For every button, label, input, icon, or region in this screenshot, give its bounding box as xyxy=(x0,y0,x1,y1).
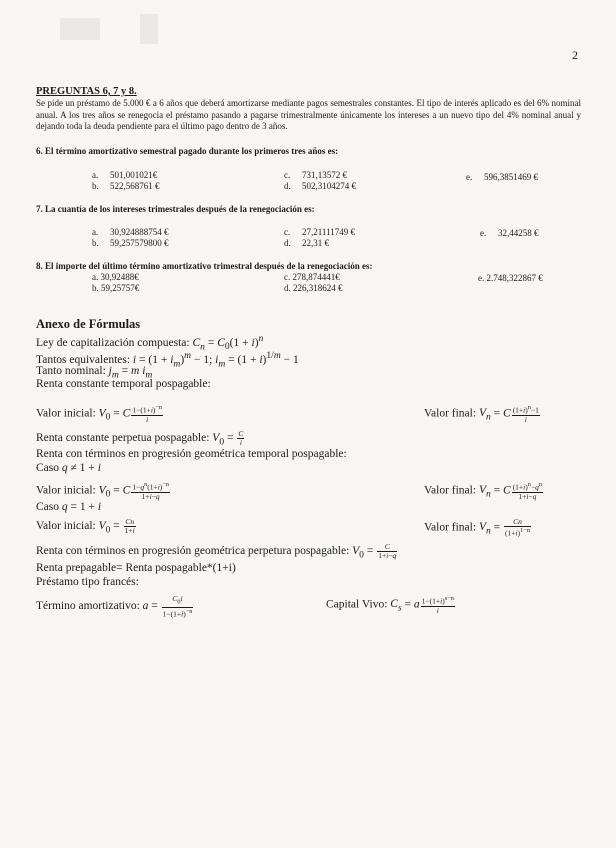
formula-prepayable: Renta prepagable= Renta pospagable*(1+i) xyxy=(36,562,236,574)
formula-annex-title: Anexo de Fórmulas xyxy=(36,317,141,331)
formula-geometric-equal-final: Valor final: $V_n$ = $\frac{Cn}{(1+i)^{1-n}}$ xyxy=(424,517,530,538)
label-french-loan: Préstamo tipo francés: xyxy=(36,576,139,588)
formula-perpetual-annuity: Renta constante perpetua pospagable: $V_0$ = $\frac{C}{i}$ xyxy=(36,429,244,448)
page-number: 2 xyxy=(572,48,578,62)
q8-option-d: d. 226,318624 € xyxy=(284,283,343,293)
q6-option-d: d. 502,3104274 € xyxy=(284,181,356,191)
section-heading: PREGUNTAS 6, 7 y 8. xyxy=(36,86,137,97)
formula-annuity-final-value: Valor final: $V_n = C$ $\frac{(1+i)^n-1}{i}$ xyxy=(424,404,539,424)
problem-statement: Se pide un préstamo de 5.000 € a 6 años que deberá amortizarse mediante pagos semestrales constantes. El tipo de interés aplicado es del 6% nominal anual. A los tres años se renegocia el préstamo pasando a pagarse trimestralmente únicamente los intereses a un nuevo tipo del 4% nominal anual y dejando toda la deuda pendiente para el último pago dentro de 3 años. xyxy=(36,98,581,131)
formula-amortization-term: Término amortizativo: a = $\frac{C_0i}{1-(1+i)^{-n}}$ xyxy=(36,594,193,618)
formula-annuity-initial-value: Valor inicial: $V_0 = C$ $\frac{1-(1+i)^{-n}}{i}$ xyxy=(36,404,163,424)
formula-geometric-initial-value: Valor inicial: $V_0 = C$ $\frac{1-q^n(1+i)^{-n}}{1+i-q}$ xyxy=(36,481,169,501)
faded-logo-watermark xyxy=(50,10,170,50)
q7-option-c: c. 27,21111749 € xyxy=(284,227,355,237)
q6-option-a: a. 501,001021€ xyxy=(92,170,158,180)
q8-option-a: a. 30,92488€ xyxy=(92,272,139,282)
formula-compound-capitalization: Ley de capitalización compuesta: $C_n = C_0(1 + i)^n$ xyxy=(36,333,264,353)
label-constant-temporal-annuity: Renta constante temporal pospagable: xyxy=(36,378,211,390)
formula-geometric-final-value: Valor final: $V_n = C$ $\frac{(1+i)^n-q^n}{1+i-q}$ xyxy=(424,481,542,501)
q6-option-b: b. 522,568761 € xyxy=(92,181,160,191)
q7-option-a: a. 30,924888754 € xyxy=(92,227,169,237)
formula-outstanding-capital: Capital Vivo: $C_s = a$ $\frac{1-(1+i)^{s-n}}{i}$ xyxy=(326,595,454,615)
question-8-title: 8. El importe del último término amortizativo trimestral después de la renegociación es: xyxy=(36,261,373,271)
q7-option-b: b. 59,257579800 € xyxy=(92,238,169,248)
q7-option-e: e. 32,44258 € xyxy=(480,228,539,238)
case-q-equal: Caso q = 1 + i xyxy=(36,501,102,513)
q8-option-e: e. 2.748,322867 € xyxy=(478,273,543,283)
formula-equivalent-rates: Tantos equivalentes: $i = (1 + i_m)^m - 1$; $i_m = (1 + i)^{1/m} - 1$ xyxy=(36,350,299,370)
formula-nominal-rate: Tanto nominal: $j_m = m$ $i_m$ xyxy=(36,365,153,381)
q8-option-c: c. 278,874441€ xyxy=(284,272,340,282)
formula-geometric-perpetual: Renta con términos en progresión geométrica perpetura pospagable: $V_0$ = $\frac{C}{1+i-q}$ xyxy=(36,542,397,561)
case-q-not-equal: Caso q ≠ 1 + i xyxy=(36,462,101,474)
q8-option-b: b. 59,25757€ xyxy=(92,283,140,293)
question-7-title: 7. La cuantía de los intereses trimestrales después de la renegociación es: xyxy=(36,204,315,214)
label-geometric-temporal-annuity: Renta con términos en progresión geométrica temporal pospagable: xyxy=(36,448,347,460)
q6-option-c: c. 731,13572 € xyxy=(284,170,347,180)
q7-option-d: d. 22,31 € xyxy=(284,238,329,248)
q6-option-e: e. 596,3851469 € xyxy=(466,172,538,182)
formula-geometric-equal-initial: Valor inicial: $V_0$ = $\frac{Cn}{1+i}$ xyxy=(36,517,135,536)
question-6-title: 6. El término amortizativo semestral pagado durante los primeros tres años es: xyxy=(36,146,339,156)
